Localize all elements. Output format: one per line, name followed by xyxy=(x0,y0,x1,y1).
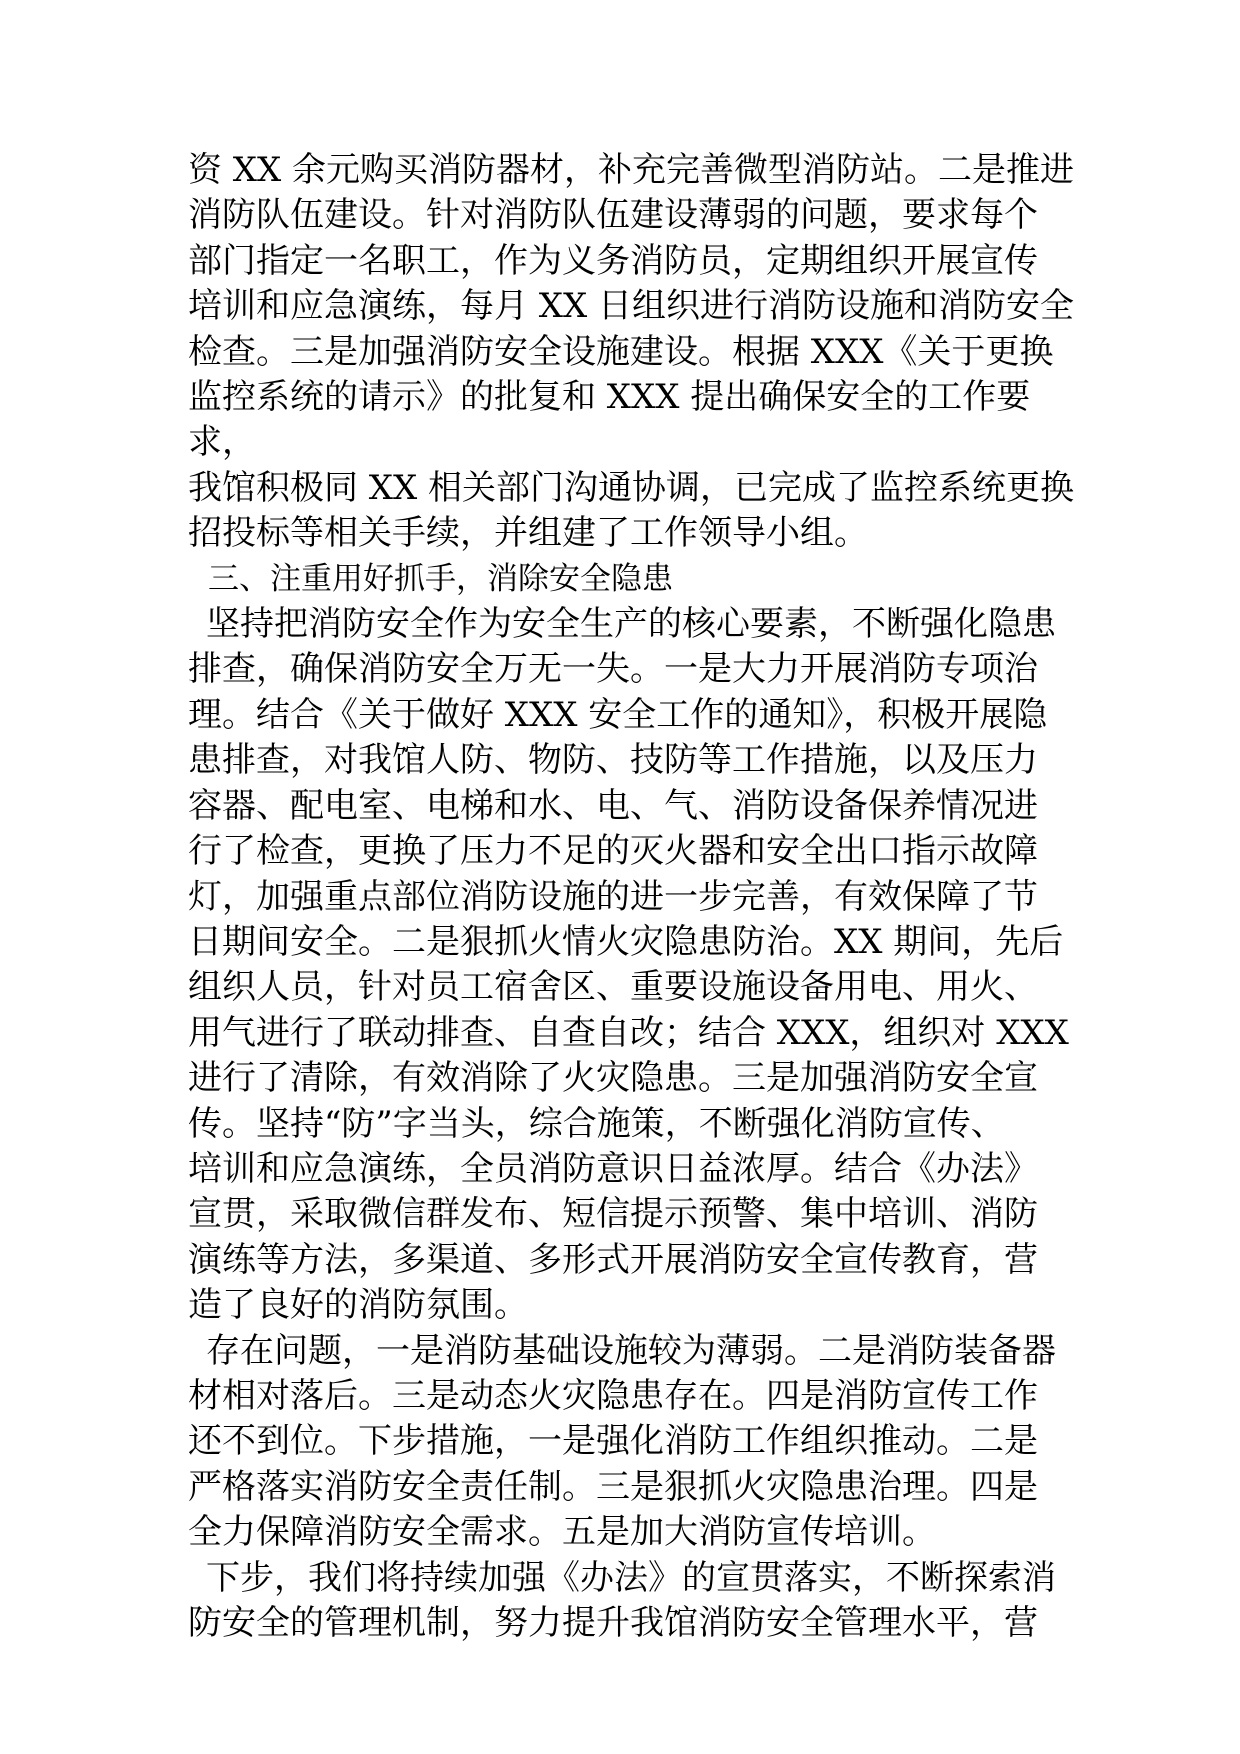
text-line: 我馆积极同 XX 相关部门沟通协调，已完成了监控系统更换 xyxy=(188,467,1075,508)
text-line: 排查，确保消防安全万无一失。一是大力开展消防专项治 xyxy=(188,649,1038,690)
text-line: 宣贯，采取微信群发布、短信提示预警、集中培训、消防 xyxy=(188,1194,1038,1235)
section-heading: 三、注重用好抓手，消除安全隐患 xyxy=(208,560,673,597)
text-line: 理。结合《关于做好 XXX 安全工作的通知》，积极开展隐 xyxy=(188,694,1048,735)
text-line: 行了检查，更换了压力不足的灭火器和安全出口指示故障 xyxy=(188,831,1038,872)
text-line: 防安全的管理机制，努力提升我馆消防安全管理水平，营 xyxy=(188,1603,1038,1643)
text-line: 存在问题，一是消防基础设施较为薄弱。二是消防装备器 xyxy=(206,1330,1056,1371)
text-line: 严格落实消防安全责任制。三是狠抓火灾隐患治理。四是 xyxy=(188,1466,1038,1507)
text-line: 演练等方法，多渠道、多形式开展消防安全宣传教育，营 xyxy=(188,1239,1038,1280)
text-line: 造了良好的消防氛围。 xyxy=(188,1285,528,1326)
text-line: 消防队伍建设。针对消防队伍建设薄弱的问题，要求每个 xyxy=(188,195,1038,236)
text-line: 检查。三是加强消防安全设施建设。根据 XXX《关于更换 xyxy=(188,331,1054,372)
text-line: 传。坚持“防”字当头，综合施策，不断强化消防宣传、 xyxy=(188,1103,1005,1144)
text-line: 患排查，对我馆人防、物防、技防等工作措施，以及压力 xyxy=(188,740,1038,781)
text-line: 用气进行了联动排查、自查自改；结合 XXX，组织对 XXX xyxy=(188,1012,1069,1053)
text-line: 灯，加强重点部位消防设施的进一步完善，有效保障了节 xyxy=(188,876,1038,917)
document-body xyxy=(188,148,1088,1646)
text-line: 资 XX 余元购买消防器材，补充完善微型消防站。二是推进 xyxy=(188,150,1075,190)
text-line: 日期间安全。二是狠抓火情火灾隐患防治。XX 期间，先后 xyxy=(188,921,1064,962)
text-line: 监控系统的请示》的批复和 XXX 提出确保安全的工作要求， xyxy=(188,377,1031,463)
text-line: 材相对落后。三是动态火灾隐患存在。四是消防宣传工作 xyxy=(188,1375,1038,1416)
text-line: 容器、配电室、电梯和水、电、气、消防设备保养情况进 xyxy=(188,785,1038,826)
text-line: 部门指定一名职工，作为义务消防员，定期组织开展宣传 xyxy=(188,240,1038,281)
text-line: 招投标等相关手续，并组建了工作领导小组。 xyxy=(188,513,868,554)
text-line: 培训和应急演练，每月 XX 日组织进行消防设施和消防安全 xyxy=(188,286,1075,327)
text-line: 下步，我们将持续加强《办法》的宣贯落实，不断探索消 xyxy=(206,1557,1056,1598)
text-line: 培训和应急演练，全员消防意识日益浓厚。结合《办法》 xyxy=(188,1148,1038,1189)
text-line: 全力保障消防安全需求。五是加大消防宣传培训。 xyxy=(188,1512,936,1553)
text-line: 进行了清除，有效消除了火灾隐患。三是加强消防安全宣 xyxy=(188,1058,1038,1099)
text-line: 组织人员，针对员工宿舍区、重要设施设备用电、用火、 xyxy=(188,967,1038,1008)
text-line: 还不到位。下步措施，一是强化消防工作组织推动。二是 xyxy=(188,1421,1038,1462)
text-line: 坚持把消防安全作为安全生产的核心要素，不断强化隐患 xyxy=(206,604,1056,645)
